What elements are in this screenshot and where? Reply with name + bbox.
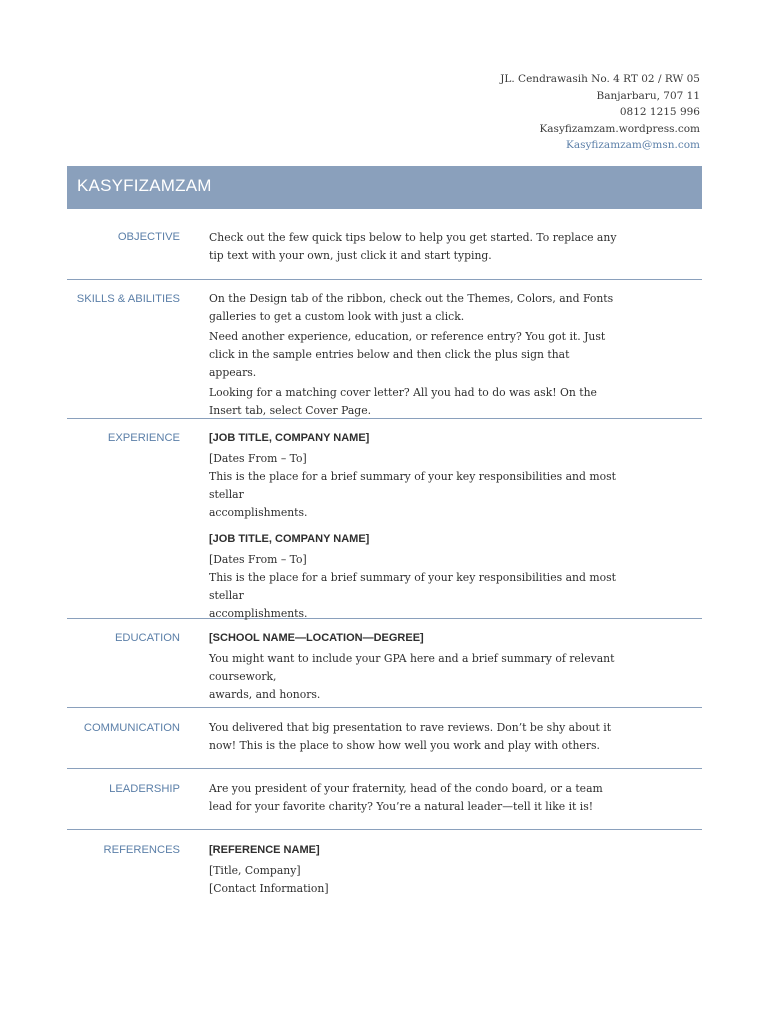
skills-line: On the Design tab of the ribbon, check out the Themes, Colors, and Fonts	[209, 292, 614, 305]
leadership-line: lead for your favorite charity? You’re a natural leader—tell it like it is!	[209, 800, 594, 813]
education-line: You might want to include your GPA here and a brief summary of relevant coursework,	[209, 652, 615, 683]
job-summary-line: This is the place for a brief summary of your key responsibilities and most stellar	[209, 571, 616, 602]
job-summary-line: accomplishments.	[209, 607, 308, 620]
education-line: awards, and honors.	[209, 688, 321, 701]
job-summary-line: This is the place for a brief summary of your key responsibilities and most stellar	[209, 470, 616, 501]
address-line-2: Banjarbaru, 707 11	[596, 89, 700, 102]
education-label: EDUCATION	[114, 632, 180, 644]
job-title: [JOB TITLE, COMPANY NAME]	[209, 533, 370, 545]
education-content	[209, 629, 679, 704]
skills-paragraph	[209, 384, 619, 420]
experience-label: EXPERIENCE	[107, 432, 180, 444]
references-section	[67, 830, 702, 910]
objective-line: tip text with your own, just click it and start typing.	[209, 249, 492, 262]
leadership-line: Are you president of your fraternity, head of the condo board, or a team	[209, 782, 603, 795]
leadership-section	[67, 769, 702, 830]
skills-label: SKILLS & ABILITIES	[76, 293, 180, 305]
job-dates: [Dates From – To]	[209, 553, 307, 566]
reference-title: [Title, Company]	[209, 864, 301, 877]
skills-line: Insert tab, select Cover Page.	[209, 404, 372, 417]
website: Kasyfizamzam.wordpress.com	[539, 122, 700, 135]
name-banner	[67, 166, 702, 209]
experience-section	[67, 419, 702, 619]
communication-content	[209, 719, 619, 755]
skills-line: galleries to get a custom look with just a click.	[209, 310, 465, 323]
skills-paragraph	[209, 290, 619, 326]
objective-label: OBJECTIVE	[117, 231, 180, 243]
reference-name: [REFERENCE NAME]	[209, 844, 320, 856]
references-content	[209, 841, 619, 898]
objective-section	[67, 209, 702, 280]
references-label: REFERENCES	[103, 844, 180, 856]
job-title: [JOB TITLE, COMPANY NAME]	[209, 432, 370, 444]
contact-info	[500, 71, 700, 154]
skills-line: click in the sample entries below and then click the plus sign that appears.	[209, 348, 570, 379]
education-section	[67, 619, 702, 708]
candidate-name: KASYFIZAMZAM	[77, 176, 212, 195]
job-dates: [Dates From – To]	[209, 452, 307, 465]
communication-section	[67, 708, 702, 769]
phone-number: 0812 1215 996	[619, 106, 700, 119]
reference-contact: [Contact Information]	[209, 882, 329, 895]
skills-line: Looking for a matching cover letter? All you had to do was ask! On the	[209, 386, 597, 399]
address-line-1: JL. Cendrawasih No. 4 RT 02 / RW 05	[500, 73, 700, 85]
experience-content	[209, 429, 619, 631]
communication-line: now! This is the place to show how well you work and play with others.	[209, 739, 600, 752]
leadership-label: LEADERSHIP	[109, 783, 180, 795]
objective-line: Check out the few quick tips below to help you get started. To replace any	[209, 231, 617, 244]
skills-content	[209, 290, 619, 422]
job-summary-line: accomplishments.	[209, 506, 308, 519]
communication-label: COMMUNICATION	[83, 722, 180, 734]
communication-line: You delivered that big presentation to rave reviews. Don’t be shy about it	[209, 721, 612, 734]
skills-paragraph	[209, 328, 619, 382]
experience-entry	[209, 429, 619, 522]
email-link[interactable]: Kasyfizamzam@msn.com	[565, 139, 700, 152]
skills-section	[67, 280, 702, 419]
skills-line: Need another experience, education, or reference entry? You got it. Just	[209, 330, 606, 343]
school-title: [SCHOOL NAME—LOCATION—DEGREE]	[209, 632, 424, 644]
objective-content	[209, 229, 619, 265]
experience-entry	[209, 530, 619, 623]
leadership-content	[209, 780, 619, 816]
